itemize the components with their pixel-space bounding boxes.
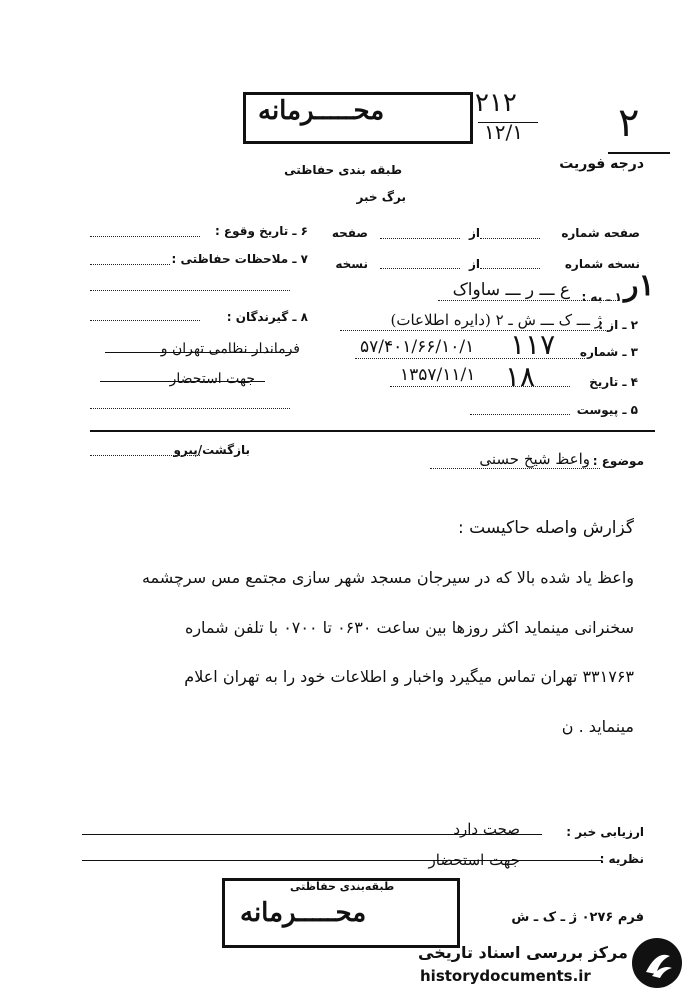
- opinion-line: [82, 860, 602, 861]
- copy-number-total-dots: [380, 268, 460, 269]
- page-number-of: از: [468, 226, 480, 240]
- subject-value: واعظ شیخ حسنی: [479, 450, 590, 468]
- watermark-title: مرکز بررسی اسناد تاریخی: [418, 943, 628, 962]
- to-label: ۱ ـ به :: [581, 290, 622, 304]
- report-line-2: سخنرانی مینماید اکثر روزها بین ساعت ۰۶۳۰ تا ۰۷۰۰ با تلفن شماره: [184, 618, 634, 637]
- page-number-dots: [480, 238, 540, 239]
- watermark-logo-icon: [632, 938, 682, 988]
- top-classification-stamp-text: محـــــرمانه: [258, 96, 385, 126]
- followup-dots: [90, 455, 200, 456]
- number-dots: [355, 358, 585, 359]
- classification-label: طبقه بندی حفاظتی: [284, 163, 402, 177]
- date-dots: [390, 386, 570, 387]
- copy-number-dots: [480, 268, 540, 269]
- page-mark: ۲: [618, 100, 640, 146]
- attachment-dots: [470, 414, 570, 415]
- recipients-line-1-strike: [105, 352, 290, 353]
- report-line-1: واعظ یاد شده بالا که در سیرجان مسجد شهر سازی مجتمع مس سرچشمه: [141, 568, 634, 587]
- copy-number-label: نسخه شماره: [564, 257, 640, 271]
- date-handwritten-mark: ۱۸: [505, 360, 536, 393]
- file-number-top: ۲۱۲: [475, 88, 517, 118]
- number-value: ۵۷/۴۰۱/۶۶/۱۰/۱: [360, 337, 475, 357]
- event-date-label: ۶ ـ تاریخ وقوع :: [214, 224, 308, 238]
- page-mark-underline: [608, 152, 670, 154]
- recipients-line-1: فرماندار نظامی تهران و: [160, 341, 300, 357]
- form-title: برگ خبر: [356, 190, 406, 204]
- recipients-line-2: جهت استحضار: [169, 371, 255, 387]
- header-divider: [90, 430, 655, 432]
- page-unit-label: صفحه: [331, 226, 368, 240]
- report-line-3: ۳۳۱۷۶۳ تهران تماس میگیرد واخبار و اطلاعات خود را به تهران اعلام: [184, 667, 634, 686]
- opinion-label: نظریه :: [599, 852, 644, 866]
- watermark-logo-glyph: [632, 938, 682, 988]
- recipients-line-2-strike: [100, 381, 265, 382]
- date-label: ۴ ـ تاریخ: [589, 375, 638, 389]
- bottom-classification-label: طبقه‌بندی حفاظتی: [290, 880, 395, 893]
- copy-number-of: از: [468, 257, 480, 271]
- protection-notes-dots: [90, 264, 170, 265]
- date-value: ۱۳۵۷/۱۱/۱: [400, 365, 476, 385]
- event-date-dots: [90, 236, 200, 237]
- evaluation-label: ارزیابی خبر :: [566, 825, 644, 839]
- file-number-bottom: ۱۲/۱: [484, 120, 523, 144]
- watermark-url: historydocuments.ir: [420, 967, 591, 985]
- bottom-classification-stamp-text: محـــــرمانه: [240, 898, 367, 928]
- from-value: ژ ـــ ک ـــ ش ـ ۲ (دایره اطلاعات): [390, 311, 602, 329]
- from-dots: [340, 330, 610, 331]
- attachment-label: ۵ ـ پیوست: [576, 403, 638, 417]
- evaluation-value: صحت دارد: [453, 820, 520, 838]
- recipients-dots: [90, 320, 200, 321]
- to-dots: [438, 300, 618, 301]
- form-code: فرم ۰۲۷۶ ژ ـ ک ـ ش: [511, 910, 644, 925]
- page-number-label: صفحه شماره: [561, 226, 640, 240]
- page-number-total-dots: [380, 238, 460, 239]
- subject-label: موضوع :: [592, 454, 644, 468]
- recipients-label: ۸ ـ گیرندگان :: [226, 310, 308, 324]
- number-label: ۳ ـ شماره: [579, 345, 638, 359]
- number-handwritten-mark: ۱۱۷: [510, 328, 556, 361]
- protection-notes-label: ۷ ـ ملاحظات حفاظتی :: [171, 252, 308, 266]
- from-label: ۲ ـ از :: [598, 318, 638, 332]
- to-handwritten-mark: ۱ر: [624, 268, 655, 303]
- evaluation-line: [82, 834, 542, 835]
- report-line-4: مینماید . ن: [561, 717, 634, 736]
- report-intro: گزارش واصله حاکیست :: [458, 518, 634, 538]
- recipients-dots-3: [90, 408, 290, 409]
- followup-label: بازگشت/پیرو: [173, 443, 250, 457]
- file-number-underline: [478, 122, 538, 123]
- copy-unit-label: نسخه: [335, 257, 368, 271]
- opinion-value: جهت استحضار: [428, 851, 520, 869]
- protection-notes-dots-2: [90, 290, 290, 291]
- subject-dots: [430, 468, 600, 469]
- urgency-label: درجه فوریت: [559, 156, 644, 172]
- to-value: ع ـــ ر ـــ ساواک: [452, 280, 570, 300]
